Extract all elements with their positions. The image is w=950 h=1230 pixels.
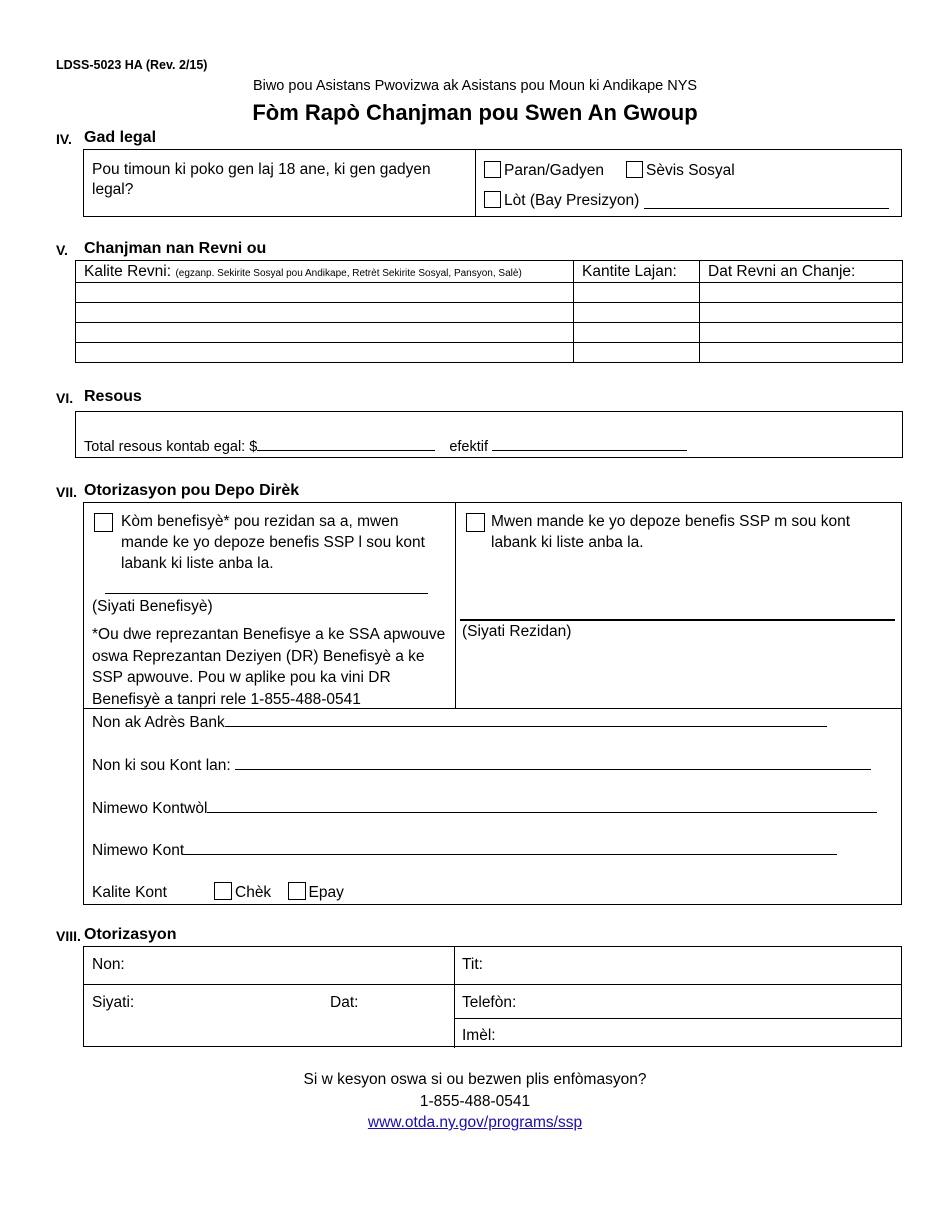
amount-cell[interactable] (574, 343, 700, 363)
table-row (76, 323, 903, 343)
phone-field[interactable]: Telefòn: (462, 994, 517, 1011)
divider (475, 149, 476, 217)
title-field[interactable]: Tit: (462, 956, 483, 973)
routing-number-field[interactable] (207, 797, 877, 813)
bank-name-label: Non ak Adrès Bank (92, 714, 225, 731)
guardian-question: Pou timoun ki poko gen laj 18 ane, ki gen gadyen legal? (92, 161, 431, 198)
section4-number: IV. (56, 131, 72, 147)
signature-field[interactable]: Siyati: (92, 994, 135, 1011)
page-title: Fòm Rapò Chanjman pou Swen An Gwoup (252, 100, 698, 125)
section6-title: Resous (84, 388, 142, 405)
date-cell[interactable] (700, 303, 903, 323)
agency-name: Biwo pou Asistans Pwovizwa ak Asistans pou Moun ki Andikape NYS (252, 78, 698, 94)
name-field[interactable]: Non: (92, 956, 125, 973)
divider (84, 984, 901, 985)
date-cell[interactable] (700, 323, 903, 343)
account-number-label: Nimewo Kont (92, 842, 185, 859)
bank-name-field[interactable] (225, 711, 827, 727)
footer-question: Si w kesyon oswa si ou bezwen plis enfòmasyon? (303, 1071, 647, 1088)
option-savings[interactable]: Epay (288, 884, 344, 901)
email-field[interactable]: Imèl: (462, 1027, 496, 1044)
amount-cell[interactable] (574, 323, 700, 343)
table-row (76, 283, 903, 303)
direct-deposit-box (83, 502, 902, 905)
program-website-link[interactable]: www.otda.ny.gov/programs/ssp (367, 1114, 583, 1131)
date-cell[interactable] (700, 343, 903, 363)
resident-signature-line[interactable] (460, 619, 895, 621)
other-specify-field[interactable] (644, 191, 889, 209)
amount-cell[interactable] (574, 283, 700, 303)
income-type-cell[interactable] (76, 283, 574, 303)
option-other[interactable]: Lòt (Bay Presizyon) (484, 191, 639, 210)
income-type-cell[interactable] (76, 323, 574, 343)
checkbox-social-services[interactable] (626, 161, 643, 178)
option-parent-guardian[interactable]: Paran/Gadyen (484, 161, 604, 180)
option-checking[interactable]: Chèk (214, 884, 271, 901)
account-type-label: Kalite Kont (92, 884, 167, 901)
divider (454, 1018, 901, 1019)
income-type-cell[interactable] (76, 343, 574, 363)
effective-label: efektif (449, 439, 489, 455)
form-id: LDSS-5023 HA (Rev. 2/15) (56, 58, 208, 72)
table-header-row (76, 261, 903, 283)
representative-note: *Ou dwe reprezantan Benefisye a ke SSA apwouve oswa Reprezantan Deziyen (DR) Benefisyè a ke SSP apwouve. Pou w aplike pou ka vini DR Benefisyè a tanpri rele 1-855-488-0541 (92, 626, 446, 708)
section6-number: VI. (56, 390, 74, 406)
authorization-box (83, 946, 902, 1047)
section7-title: Otorizasyon pou Depo Dirèk (84, 482, 300, 499)
beneficiary-request-text: Kòm benefisyè* pou rezidan sa a, mwen mande ke yo depoze benefis SSP l sou kont labank ki liste anba la. (121, 513, 425, 572)
checkbox-resident[interactable] (466, 513, 485, 532)
checkbox-savings[interactable] (288, 882, 306, 900)
date-field[interactable]: Dat: (330, 994, 359, 1011)
section5-title: Chanjman nan Revni ou (84, 240, 267, 257)
income-type-note: (egzanp. Sekirite Sosyal pou Andikape, Retrèt Sekirite Sosyal, Pansyon, Salè) (175, 267, 522, 279)
account-number-field[interactable] (184, 839, 837, 855)
resources-box (75, 411, 903, 458)
section8-title: Otorizasyon (84, 926, 177, 943)
effective-date-field[interactable] (492, 436, 687, 451)
footer-link-row (0, 1114, 950, 1132)
checkbox-parent-guardian[interactable] (484, 161, 501, 178)
section7-number: VII. (56, 484, 78, 500)
income-type-cell[interactable] (76, 303, 574, 323)
resident-request-text: Mwen mande ke yo depoze benefis SSP m sou kont labank ki liste anba la. (491, 513, 851, 551)
table-row (76, 303, 903, 323)
routing-number-label: Nimewo Kontwòl (92, 800, 208, 817)
beneficiary-signature-line[interactable] (105, 593, 428, 594)
routing-number-row (92, 797, 877, 818)
section4-title: Gad legal (84, 129, 157, 146)
bank-name-row (92, 711, 827, 732)
income-table (75, 260, 903, 363)
section5-number: V. (56, 242, 68, 258)
amount-cell[interactable] (574, 303, 700, 323)
account-number-row (92, 839, 837, 860)
account-name-field[interactable] (235, 754, 871, 770)
col-change-date: Dat Revni an Chanje: (700, 261, 903, 283)
checkbox-checking[interactable] (214, 882, 232, 900)
table-row (76, 343, 903, 363)
checkbox-beneficiary[interactable] (94, 513, 113, 532)
divider (454, 947, 455, 1048)
divider (455, 503, 456, 708)
col-amount: Kantite Lajan: (574, 261, 700, 283)
col-income-type: Kalite Revni: (egzanp. Sekirite Sosyal pou Andikape, Retrèt Sekirite Sosyal, Pansyon, Salè) (76, 261, 574, 283)
account-name-row (92, 754, 871, 775)
total-resources-label: Total resous kontab egal: $ (84, 439, 258, 455)
section8-number: VIII. (56, 928, 81, 944)
date-cell[interactable] (700, 283, 903, 303)
account-type-row (92, 882, 344, 902)
account-name-label: Non ki sou Kont lan: (92, 757, 231, 774)
footer-phone: 1-855-488-0541 (419, 1093, 531, 1110)
checkbox-other[interactable] (484, 191, 501, 208)
beneficiary-signature-label: (Siyati Benefisyè) (92, 598, 213, 615)
resident-signature-label: (Siyati Rezidan) (462, 623, 572, 640)
total-resources-field[interactable] (257, 436, 435, 451)
option-social-services[interactable]: Sèvis Sosyal (626, 161, 735, 180)
guardian-box (83, 149, 902, 217)
